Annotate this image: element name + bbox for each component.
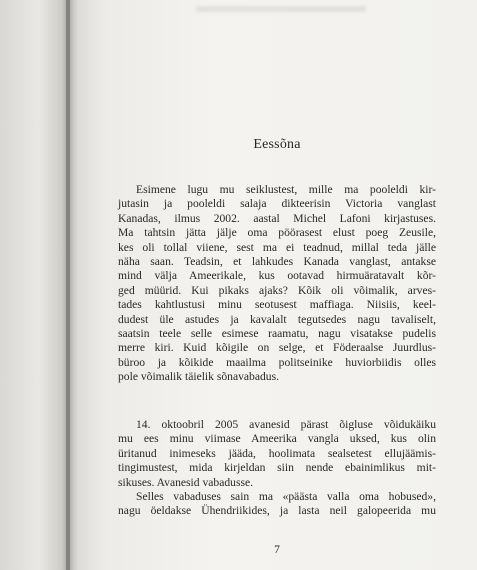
text-line: pole võimalik täielik sõnavabadus. [118, 370, 279, 384]
text-line: 14. oktoobril 2005 avanesid pärast õigluse võidukäiku [136, 418, 436, 431]
chapter-heading: Eessõna [253, 137, 301, 152]
book-gutter [66, 0, 78, 570]
text-line: tingimustest, mida kirjeldan siin nende ebainimlikus mit- [118, 461, 436, 475]
text-line: jutasin ja pooleldi salaja dikteerisin Victoria vanglast [118, 197, 436, 211]
text-line: mind välja Ameerikale, kus ootavad hirmuäratavalt kõr- [118, 269, 436, 283]
text-line: merre kiri. Kuid kõigile on selge, et Föderaalse Juurdlus- [118, 341, 436, 355]
text-line: dudest üle astudes ja kavalalt tegutsedes nagu tavaliselt, [118, 312, 436, 326]
text-line: Kanadas, ilmus 2002. aastal Michel Lafoni kirjastuses. [118, 211, 436, 225]
text-line: Ma tahtsin jätta jälje oma pöörasest elust poeg Zeusile, [118, 226, 436, 240]
text-line: kes oli tollal viiene, sest ma ei teadnud, millal teda jälle [118, 240, 436, 254]
text-line: ged müürid. Kui pikaks ajaks? Kõik oli võimalik, arves- [118, 283, 436, 297]
show-through-text [118, 38, 443, 124]
text-line: tades kahtlustusi minu seotusest maffiaga. Niisiis, keel- [118, 298, 436, 312]
text-line: sikuses. Avanesid vabadusse. [118, 475, 254, 489]
text-line: mu ees minu viimase Ameerika vangla uksed, kus olin [118, 432, 436, 446]
text-line: üritanud inimeseks jääda, hoolimata sealsetest ellujäämis- [118, 446, 436, 460]
paragraph-2 [118, 418, 436, 519]
paragraph-1 [118, 183, 436, 384]
page-number: 7 [274, 543, 280, 556]
text-line: büroo ja kõikide maailma politseinike huviorbiidis olles [118, 355, 436, 369]
text-line: Selles vabaduses sain ma «päästa valla oma hobused», [136, 489, 436, 503]
text-line: näha saan. Teadsin, et lahkudes Kanada vanglast, antakse [118, 254, 436, 268]
text-line: Esimene lugu mu seiklustest, mille ma pooleldi kir- [136, 183, 436, 196]
text-line: nagu öeldakse Ühendriikides, ja lasta neil galopeerida mu [118, 504, 436, 518]
text-line: saatsin teele selle esimese raamatu, nagu visatakse pudelis [118, 326, 436, 340]
show-through-header [196, 6, 366, 12]
left-page-edge [0, 0, 70, 570]
